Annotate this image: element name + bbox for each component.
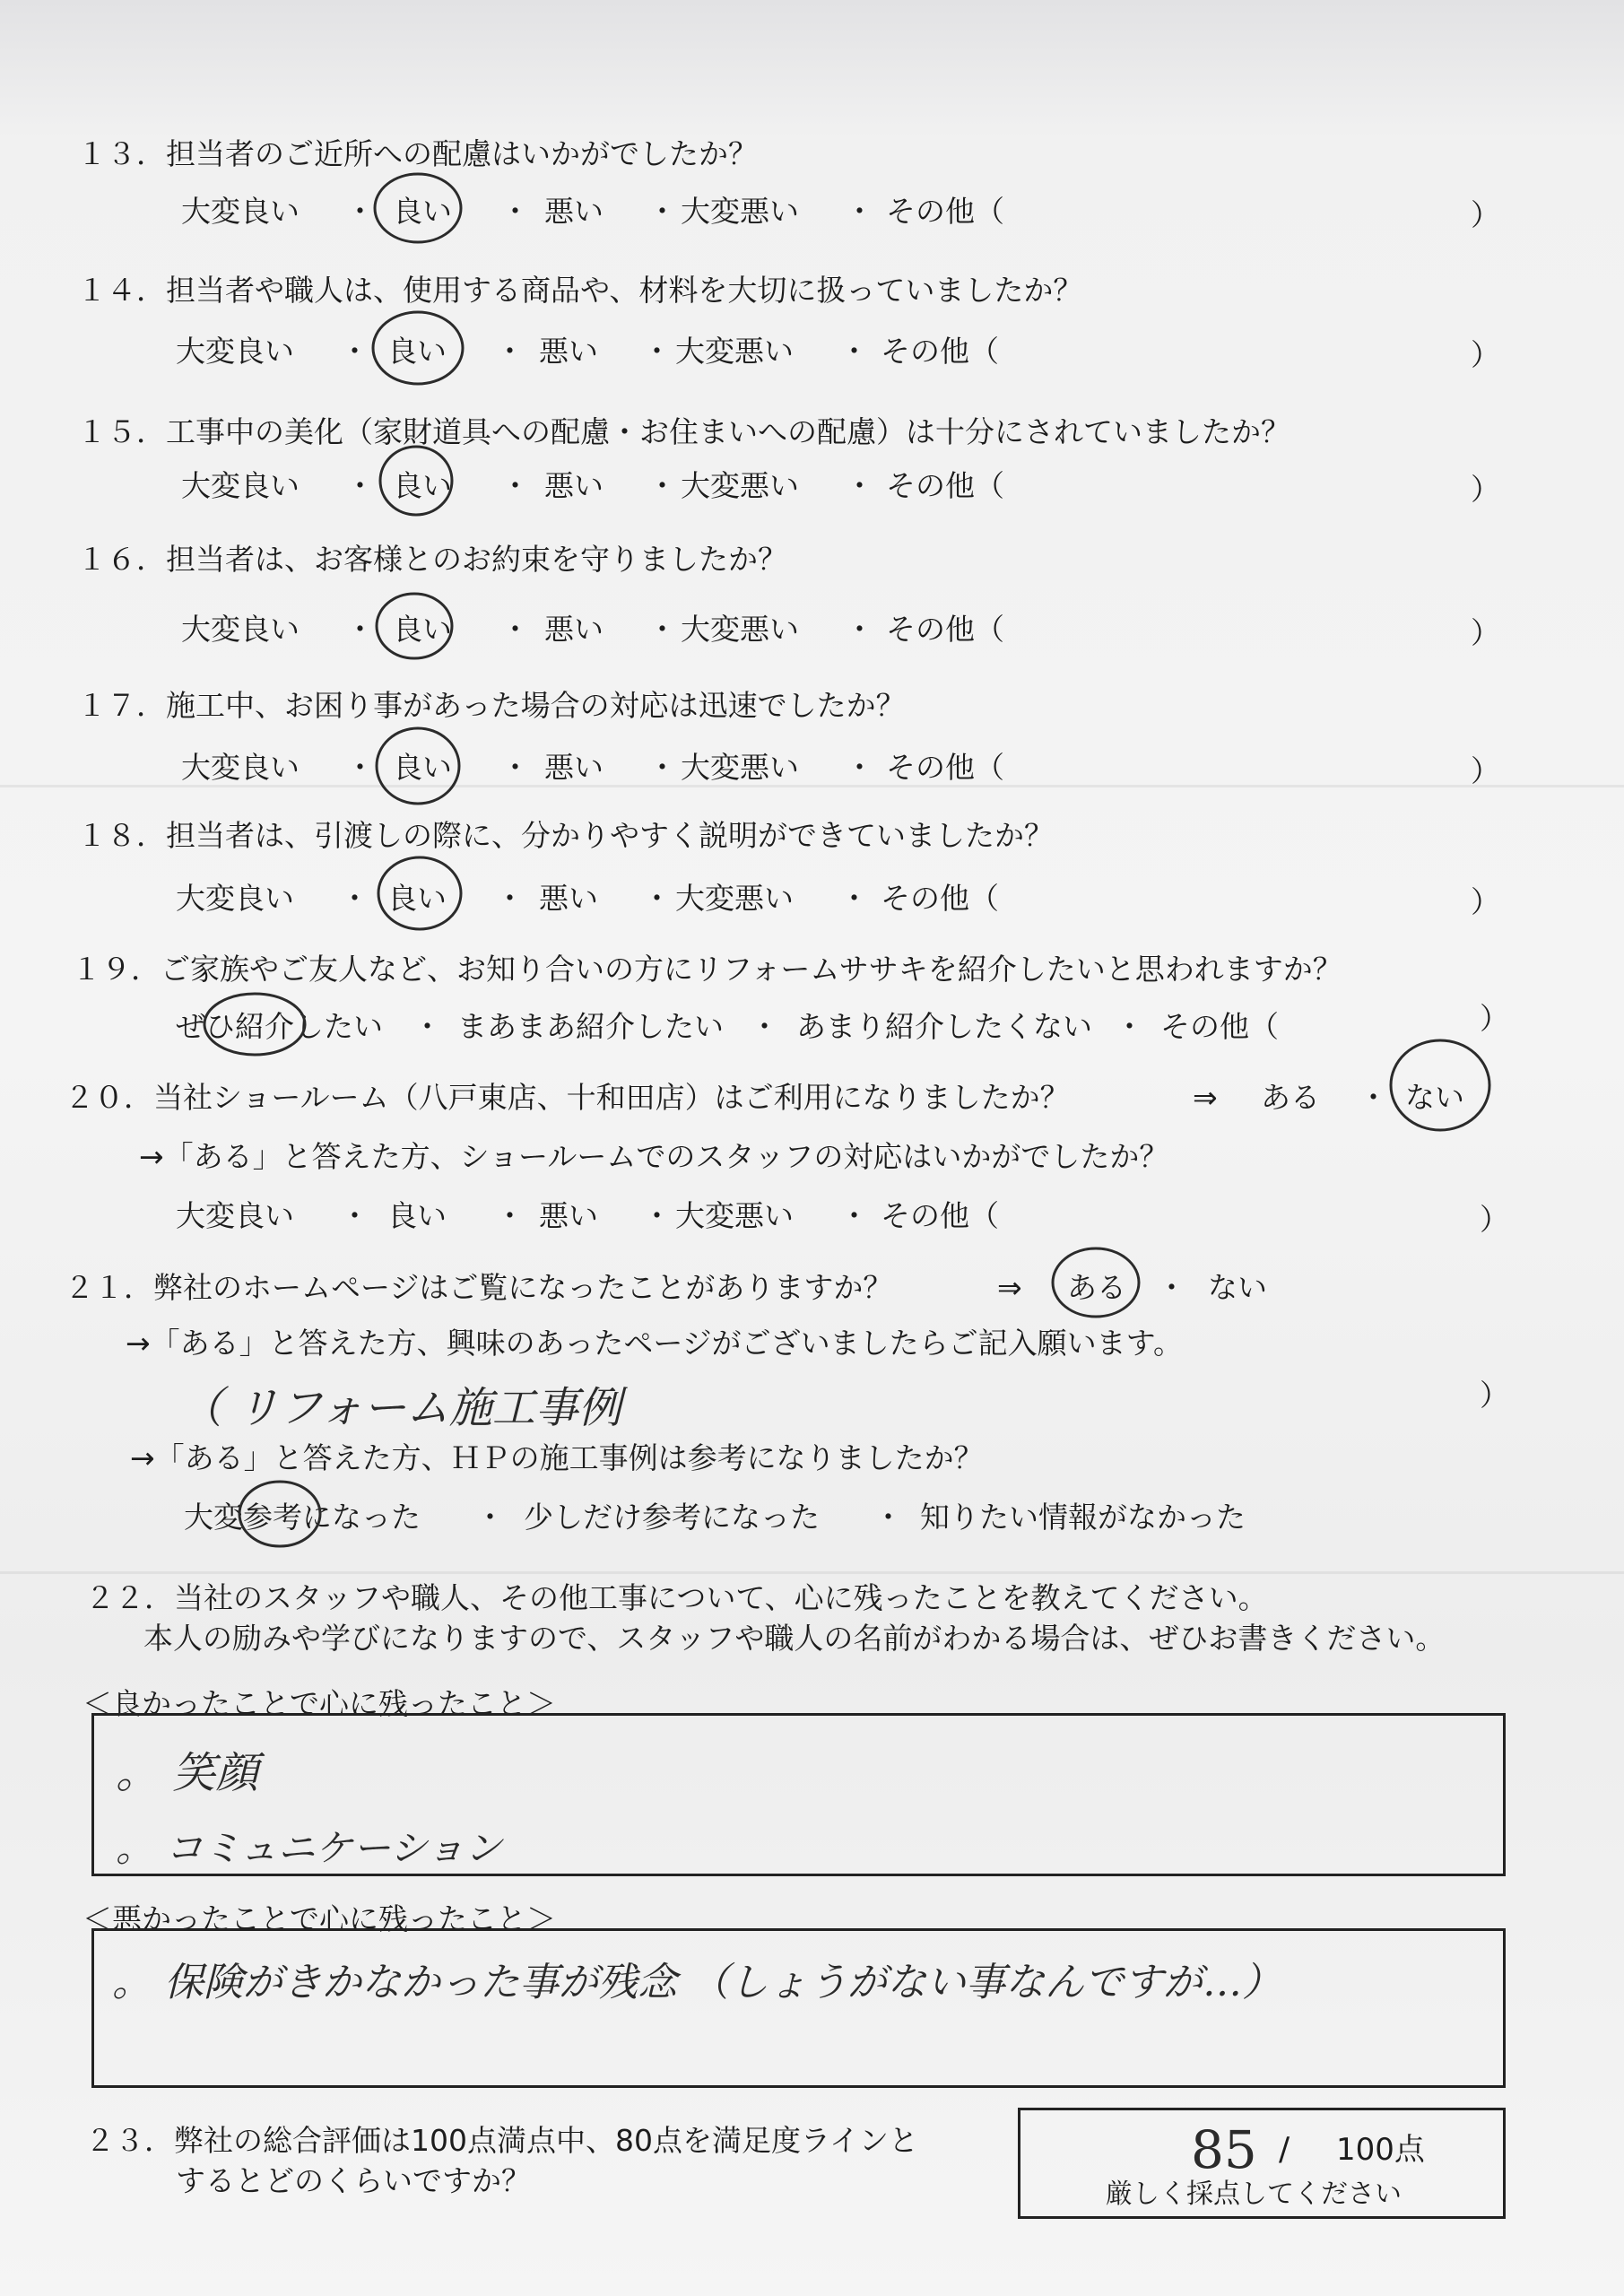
question-23-line2: するとどのくらいですか？	[176, 2163, 531, 2198]
q14-option-bad[interactable]: 悪い	[539, 334, 598, 369]
q21-option-no[interactable]: ない	[1208, 1270, 1267, 1305]
question-number: １３．	[77, 136, 166, 171]
q13-option-great[interactable]: 大変良い	[181, 194, 300, 229]
q13-option-good[interactable]: 良い	[393, 194, 452, 229]
arrow-icon: ⇒	[997, 1270, 1022, 1305]
q17-option-very-bad[interactable]: 大変悪い	[681, 750, 799, 785]
question-number: ２０．	[65, 1080, 153, 1115]
q20-followup: →「ある」と答えた方、ショールームでのスタッフの対応はいかがでしたか？	[139, 1139, 1169, 1174]
score-value: 85	[1191, 2119, 1257, 2180]
option-separator: ・	[1115, 1009, 1144, 1044]
option-separator: ・	[340, 881, 369, 916]
question-text: 当社ショールーム（八戸東店、十和田店）はご利用になりましたか？	[153, 1080, 1070, 1115]
option-separator: ・	[500, 750, 530, 785]
q17-option-great[interactable]: 大変良い	[181, 750, 300, 785]
option-separator: ・	[642, 334, 672, 369]
close-paren: ）	[1471, 337, 1500, 372]
option-separator: ・	[495, 1198, 525, 1233]
q21-followup-1: →「ある」と答えた方、興味のあったページがございましたらご記入願います。	[126, 1326, 1184, 1361]
option-separator: ・	[642, 1198, 672, 1233]
answer-circle	[380, 447, 452, 515]
close-paren: ）	[1471, 884, 1500, 919]
q14-option-great[interactable]: 大変良い	[176, 334, 294, 369]
good-comment-item: 。 コミュニケーション	[116, 1826, 502, 1870]
q21-followup-2: →「ある」と答えた方、ＨＰの施工事例は参考になりましたか？	[130, 1440, 984, 1475]
close-paren: ）	[1471, 615, 1500, 650]
q19-option-somewhat[interactable]: まあまあ紹介したい	[457, 1009, 724, 1044]
option-separator: ・	[1359, 1080, 1388, 1115]
close-paren: ）	[1471, 753, 1500, 788]
question-number: １６．	[77, 542, 166, 577]
question-text: 担当者は、お客様とのお約束を守りましたか？	[166, 542, 787, 577]
question-number: １４．	[77, 273, 166, 308]
answer-circle	[204, 994, 305, 1055]
question-number: ２２．	[85, 1580, 174, 1615]
good-comments-label: ＜良かったことで心に残ったこと＞	[83, 1686, 556, 1721]
option-separator: ・	[345, 612, 375, 647]
q15-option-very-bad[interactable]: 大変悪い	[681, 468, 799, 503]
question-text: 当社のスタッフや職人、その他工事について、心に残ったことを教えてください。	[174, 1580, 1268, 1615]
option-separator: ・	[495, 881, 525, 916]
option-separator: ・	[340, 1198, 369, 1233]
option-separator: ・	[345, 468, 375, 503]
option-separator: ・	[500, 194, 530, 229]
q18-option-other[interactable]: その他（	[881, 881, 999, 916]
q18-option-bad[interactable]: 悪い	[539, 881, 598, 916]
question-text: 担当者は、引渡しの際に、分かりやすく説明ができていましたか？	[166, 818, 1054, 853]
answer-circle	[378, 857, 461, 929]
close-paren: ）	[1480, 1001, 1509, 1036]
q15-option-other[interactable]: その他（	[886, 468, 1004, 503]
answer-circle	[1053, 1248, 1139, 1317]
bad-comment-item: 。 保険がきかなかった事が残念 （しょうがない事なんですが…）	[112, 1960, 1281, 2005]
q20-option-great[interactable]: 大変良い	[176, 1198, 294, 1233]
question-number: ２３．	[85, 2123, 174, 2158]
handwritten-page-answer[interactable]: （ リフォーム施工事例	[179, 1383, 621, 1433]
score-max: 100点	[1336, 2132, 1425, 2168]
score-note: 厳しく採点してください	[1106, 2179, 1402, 2210]
option-separator: ・	[873, 1500, 903, 1535]
q16-option-good[interactable]: 良い	[393, 612, 452, 647]
q18-option-good[interactable]: 良い	[387, 881, 447, 916]
option-separator: ・	[340, 334, 369, 369]
close-paren: ）	[1471, 472, 1500, 507]
answer-circle	[239, 1482, 320, 1546]
q19-option-other[interactable]: その他（	[1160, 1009, 1279, 1044]
q20-option-yes[interactable]: ある	[1261, 1080, 1320, 1115]
q15-option-bad[interactable]: 悪い	[544, 468, 604, 503]
q13-option-bad[interactable]: 悪い	[544, 194, 604, 229]
q17-option-good[interactable]: 良い	[393, 750, 452, 785]
option-separator: ・	[647, 750, 677, 785]
option-separator: ・	[845, 612, 874, 647]
option-separator: ・	[750, 1009, 779, 1044]
q18-option-very-bad[interactable]: 大変悪い	[675, 881, 794, 916]
question-number: １５．	[77, 414, 166, 449]
option-separator: ・	[839, 1198, 869, 1233]
question-number: １９．	[72, 952, 161, 987]
q16-option-bad[interactable]: 悪い	[544, 612, 604, 647]
option-separator: ・	[647, 612, 677, 647]
question-number: １８．	[77, 818, 166, 853]
option-separator: ・	[495, 334, 525, 369]
option-separator: ・	[642, 881, 672, 916]
option-separator: ・	[845, 750, 874, 785]
close-paren: ）	[1471, 197, 1500, 232]
q16-option-great[interactable]: 大変良い	[181, 612, 300, 647]
question-text: 施工中、お困り事があった場合の対応は迅速でしたか？	[166, 688, 906, 723]
q18-option-great[interactable]: 大変良い	[176, 881, 294, 916]
answer-circle	[373, 312, 463, 384]
option-separator: ・	[475, 1500, 505, 1535]
q16-option-very-bad[interactable]: 大変悪い	[681, 612, 799, 647]
q20-option-good[interactable]: 良い	[387, 1198, 447, 1233]
question-text: 弊社のホームページはご覧になったことがありますか？	[153, 1270, 893, 1305]
arrow-icon: ⇒	[1193, 1080, 1218, 1115]
answer-circle	[375, 174, 461, 242]
q14-option-other[interactable]: その他（	[881, 334, 999, 369]
bad-comments-label: ＜悪かったことで心に残ったこと＞	[83, 1901, 556, 1936]
option-separator: ・	[345, 750, 375, 785]
question-text: 工事中の美化（家財道具への配慮・お住まいへの配慮）は十分にされていましたか？	[166, 414, 1290, 449]
option-separator: ・	[647, 194, 677, 229]
answer-circle	[1391, 1040, 1489, 1130]
close-paren: ）	[1480, 1378, 1509, 1413]
option-separator: ・	[500, 468, 530, 503]
close-paren: ）	[1480, 1202, 1509, 1237]
q20-option-no[interactable]: ない	[1405, 1080, 1464, 1115]
q14-option-very-bad[interactable]: 大変悪い	[675, 334, 794, 369]
q16-option-other[interactable]: その他（	[886, 612, 1004, 647]
option-separator: ・	[839, 334, 869, 369]
q22-subtext: 本人の励みや学びになりますので、スタッフや職人の名前がわかる場合は、ぜひお書きください。	[143, 1621, 1446, 1656]
option-separator: ・	[345, 194, 375, 229]
q14-option-good[interactable]: 良い	[387, 334, 447, 369]
q15-option-great[interactable]: 大変良い	[181, 468, 300, 503]
q13-option-very-bad[interactable]: 大変悪い	[681, 194, 799, 229]
question-number: ２１．	[65, 1270, 153, 1305]
answer-circle	[377, 728, 459, 804]
option-separator: ・	[839, 881, 869, 916]
q19-option-not-much[interactable]: あまり紹介したくない	[796, 1009, 1092, 1044]
q21-option-very-helpful[interactable]: 大変参考になった	[184, 1500, 421, 1535]
option-separator: ・	[845, 194, 874, 229]
q21-option-yes[interactable]: ある	[1067, 1270, 1126, 1305]
q19-option-definitely[interactable]: ぜひ紹介したい	[176, 1009, 383, 1044]
score-slash: /	[1279, 2131, 1290, 2168]
q20-option-bad[interactable]: 悪い	[539, 1198, 598, 1233]
question-text: 担当者のご近所への配慮はいかがでしたか？	[166, 136, 758, 171]
answer-circle	[377, 594, 452, 658]
q13-option-other[interactable]: その他（	[886, 194, 1004, 229]
option-separator: ・	[845, 468, 874, 503]
option-separator: ・	[1157, 1270, 1186, 1305]
q17-option-bad[interactable]: 悪い	[544, 750, 604, 785]
question-text: 弊社の総合評価は100点満点中、80点を満足度ラインと	[174, 2123, 918, 2158]
q21-option-no-info[interactable]: 知りたい情報がなかった	[920, 1500, 1246, 1535]
q20-option-very-bad[interactable]: 大変悪い	[675, 1198, 794, 1233]
q15-option-good[interactable]: 良い	[393, 468, 452, 503]
option-separator: ・	[500, 612, 530, 647]
question-text: ご家族やご友人など、お知り合いの方にリフォームササキを紹介したいと思われますか？	[161, 952, 1342, 987]
q21-option-little-helpful[interactable]: 少しだけ参考になった	[524, 1500, 820, 1535]
option-separator: ・	[647, 468, 677, 503]
q17-option-other[interactable]: その他（	[886, 750, 1004, 785]
question-number: １７．	[77, 688, 166, 723]
option-separator: ・	[413, 1009, 442, 1044]
q20-option-other[interactable]: その他（	[881, 1198, 999, 1233]
question-text: 担当者や職人は、使用する商品や、材料を大切に扱っていましたか？	[166, 273, 1083, 308]
good-comment-item: 。 笑顔	[116, 1748, 259, 1798]
